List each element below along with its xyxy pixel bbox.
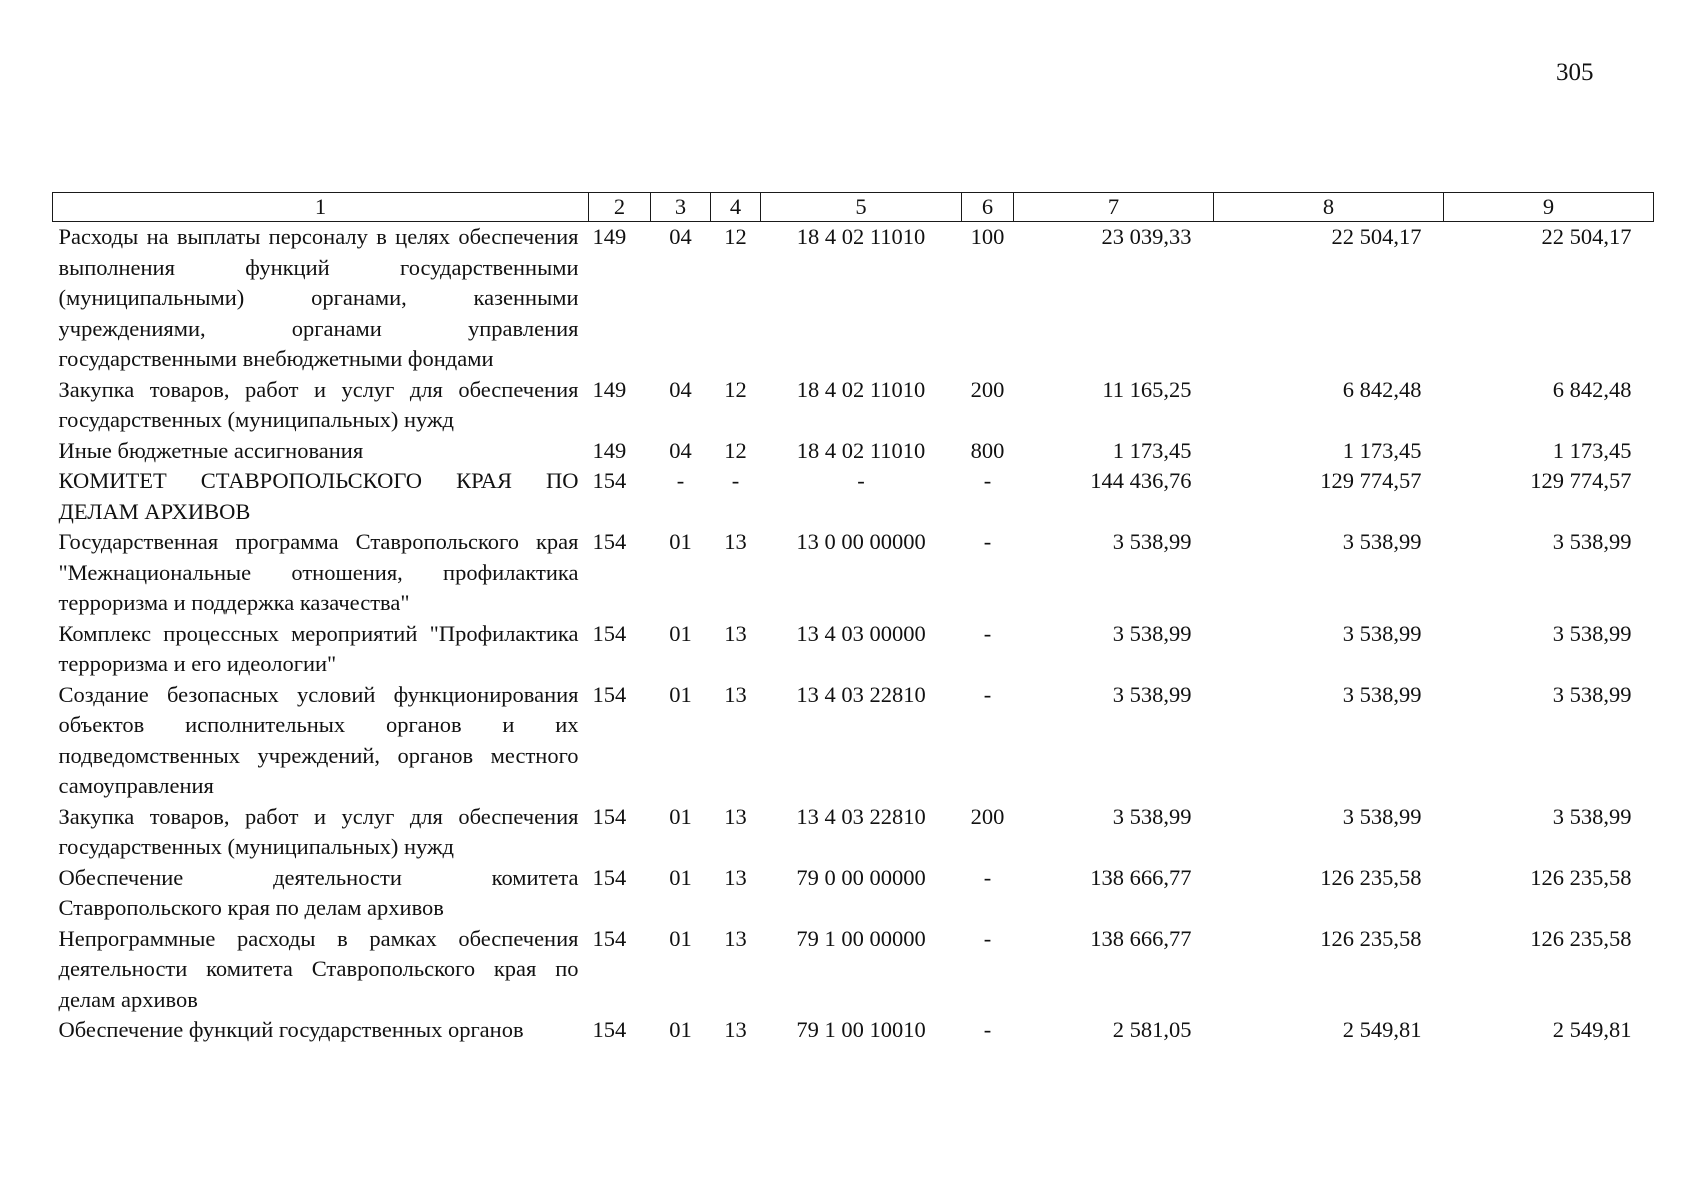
table-row [53,924,1654,1016]
row-col-6: 200 [970,803,1005,829]
row-col-3: 04 [669,224,692,249]
row-col-2: 154 [592,864,627,890]
row-col-7: 3 538,99 [1112,529,1192,554]
row-col-7: 3 538,99 [1112,803,1192,829]
row-col-5: 18 4 02 11010 [796,376,926,402]
row-col-3: 01 [669,925,692,951]
row-col-5: 13 0 00 00000 [796,529,926,554]
row-name: Создание безопасных условий функционирования объектов исполнительных органов и их подведомственных учреждений, органов местного самоуправления [58,681,579,798]
row-col-8: 3 538,99 [1342,620,1422,646]
row-col-9: 126 235,58 [1530,925,1632,951]
header-col-8: 8 [1214,193,1444,222]
row-col-4: 12 [724,224,747,249]
table-row [53,375,1654,436]
row-col-7: 11 165,25 [1102,376,1192,402]
row-col-2: 149 [592,224,627,249]
row-col-5: 79 0 00 00000 [796,864,926,890]
row-col-7: 138 666,77 [1090,864,1192,890]
header-col-2: 2 [589,193,651,222]
row-name: Обеспечение функций государственных органов [58,1017,524,1042]
table-row [53,222,1654,375]
row-col-3: 01 [669,681,692,707]
row-col-9: 2 549,81 [1552,1017,1632,1042]
row-col-6: - [983,681,992,707]
row-name: Иные бюджетные ассигнования [58,437,364,463]
row-col-6: 100 [970,224,1005,249]
table-row [53,466,1654,527]
header-col-6: 6 [962,193,1014,222]
row-col-9: 6 842,48 [1552,376,1632,402]
header-row [53,193,1654,222]
row-col-6: - [983,1017,992,1042]
row-col-2: 154 [592,529,627,554]
header-col-3: 3 [651,193,711,222]
row-col-8: 126 235,58 [1320,925,1422,951]
row-col-8: 126 235,58 [1320,864,1422,890]
row-col-7: 1 173,45 [1112,437,1192,463]
header-col-1: 1 [53,193,589,222]
row-col-6: 200 [970,376,1005,402]
row-col-3: 04 [669,376,692,402]
row-col-3: 01 [669,864,692,890]
header-col-5: 5 [761,193,962,222]
row-col-9: 3 538,99 [1552,803,1632,829]
row-name: Обеспечение деятельности комитета Ставропольского края по делам архивов [58,864,579,920]
row-col-3: 01 [669,529,692,554]
row-col-4: 12 [724,437,747,463]
row-col-3: 01 [669,803,692,829]
row-col-4: 13 [724,925,747,951]
row-col-2: 154 [592,1017,627,1042]
row-col-4: 13 [724,681,747,707]
row-col-4: 13 [724,803,747,829]
row-col-8: 3 538,99 [1342,529,1422,554]
row-col-8: 22 504,17 [1331,224,1422,249]
header-col-4: 4 [711,193,761,222]
row-col-5: 18 4 02 11010 [796,437,926,463]
row-col-2: 154 [592,468,627,493]
row-col-4: 13 [724,620,747,646]
row-col-8: 3 538,99 [1342,681,1422,707]
row-col-6: 800 [970,437,1005,463]
row-col-9: 22 504,17 [1541,224,1632,249]
row-col-5: - [857,468,865,493]
table-row [53,1015,1654,1046]
row-col-2: 149 [592,437,627,463]
row-col-4: - [731,468,740,493]
row-name: Государственная программа Ставропольского края "Межнациональные отношения, профилактика терроризма и поддержка казачества" [58,529,579,615]
row-col-2: 154 [592,803,627,829]
row-col-6: - [983,864,992,890]
row-col-5: 79 1 00 00000 [796,925,926,951]
row-col-2: 154 [592,681,627,707]
row-col-8: 3 538,99 [1342,803,1422,829]
row-name: Расходы на выплаты персоналу в целях обеспечения выполнения функций государственными (муниципальными) органами, казенными учреждениями, органами управления государственными внебюджетными фондами [58,224,579,371]
row-col-2: 154 [592,620,627,646]
table-row [53,863,1654,924]
row-col-8: 129 774,57 [1320,468,1422,493]
row-col-9: 1 173,45 [1552,437,1632,463]
page-number: 305 [1556,59,1594,86]
budget-table [52,192,1654,1046]
table-body [53,222,1654,1046]
table-row [53,802,1654,863]
row-col-2: 149 [592,376,627,402]
row-col-3: 04 [669,437,692,463]
row-col-4: 12 [724,376,747,402]
table-header [53,193,1654,222]
row-col-6: - [983,529,992,554]
table-row [53,619,1654,680]
row-col-6: - [983,468,992,493]
row-col-9: 126 235,58 [1530,864,1632,890]
row-col-7: 2 581,05 [1112,1017,1192,1042]
header-col-9: 9 [1444,193,1654,222]
row-col-9: 3 538,99 [1552,681,1632,707]
row-col-7: 3 538,99 [1112,681,1192,707]
row-col-5: 79 1 00 10010 [796,1017,926,1042]
row-col-3: - [676,468,685,493]
row-col-4: 13 [724,529,747,554]
row-name: Закупка товаров, работ и услуг для обеспечения государственных (муниципальных) нужд [58,803,579,859]
row-col-8: 2 549,81 [1342,1017,1422,1042]
row-col-5: 13 4 03 00000 [796,620,926,646]
row-col-9: 3 538,99 [1552,529,1632,554]
table-row [53,436,1654,467]
row-name: Закупка товаров, работ и услуг для обеспечения государственных (муниципальных) нужд [58,376,579,432]
row-col-4: 13 [724,1017,747,1042]
row-col-3: 01 [669,620,692,646]
row-col-9: 129 774,57 [1530,468,1632,493]
row-name: КОМИТЕТ СТАВРОПОЛЬСКОГО КРАЯ ПО ДЕЛАМ АРХИВОВ [58,468,579,524]
row-col-5: 13 4 03 22810 [796,803,926,829]
row-col-2: 154 [592,925,627,951]
row-name: Непрограммные расходы в рамках обеспечения деятельности комитета Ставропольского края по делам архивов [58,925,579,1012]
row-col-8: 1 173,45 [1342,437,1422,463]
table-row [53,680,1654,802]
row-col-7: 3 538,99 [1112,620,1192,646]
row-col-7: 23 039,33 [1101,224,1192,249]
table-row [53,527,1654,619]
row-col-5: 18 4 02 11010 [796,224,926,249]
row-col-9: 3 538,99 [1552,620,1632,646]
row-col-7: 144 436,76 [1090,468,1192,493]
row-col-8: 6 842,48 [1342,376,1422,402]
row-name: Комплекс процессных мероприятий "Профилактика терроризма и его идеологии" [58,620,579,676]
row-col-4: 13 [724,864,747,890]
row-col-3: 01 [669,1017,692,1042]
row-col-7: 138 666,77 [1090,925,1192,951]
row-col-6: - [983,620,992,646]
header-col-7: 7 [1014,193,1214,222]
row-col-6: - [983,925,992,951]
row-col-5: 13 4 03 22810 [796,681,926,707]
